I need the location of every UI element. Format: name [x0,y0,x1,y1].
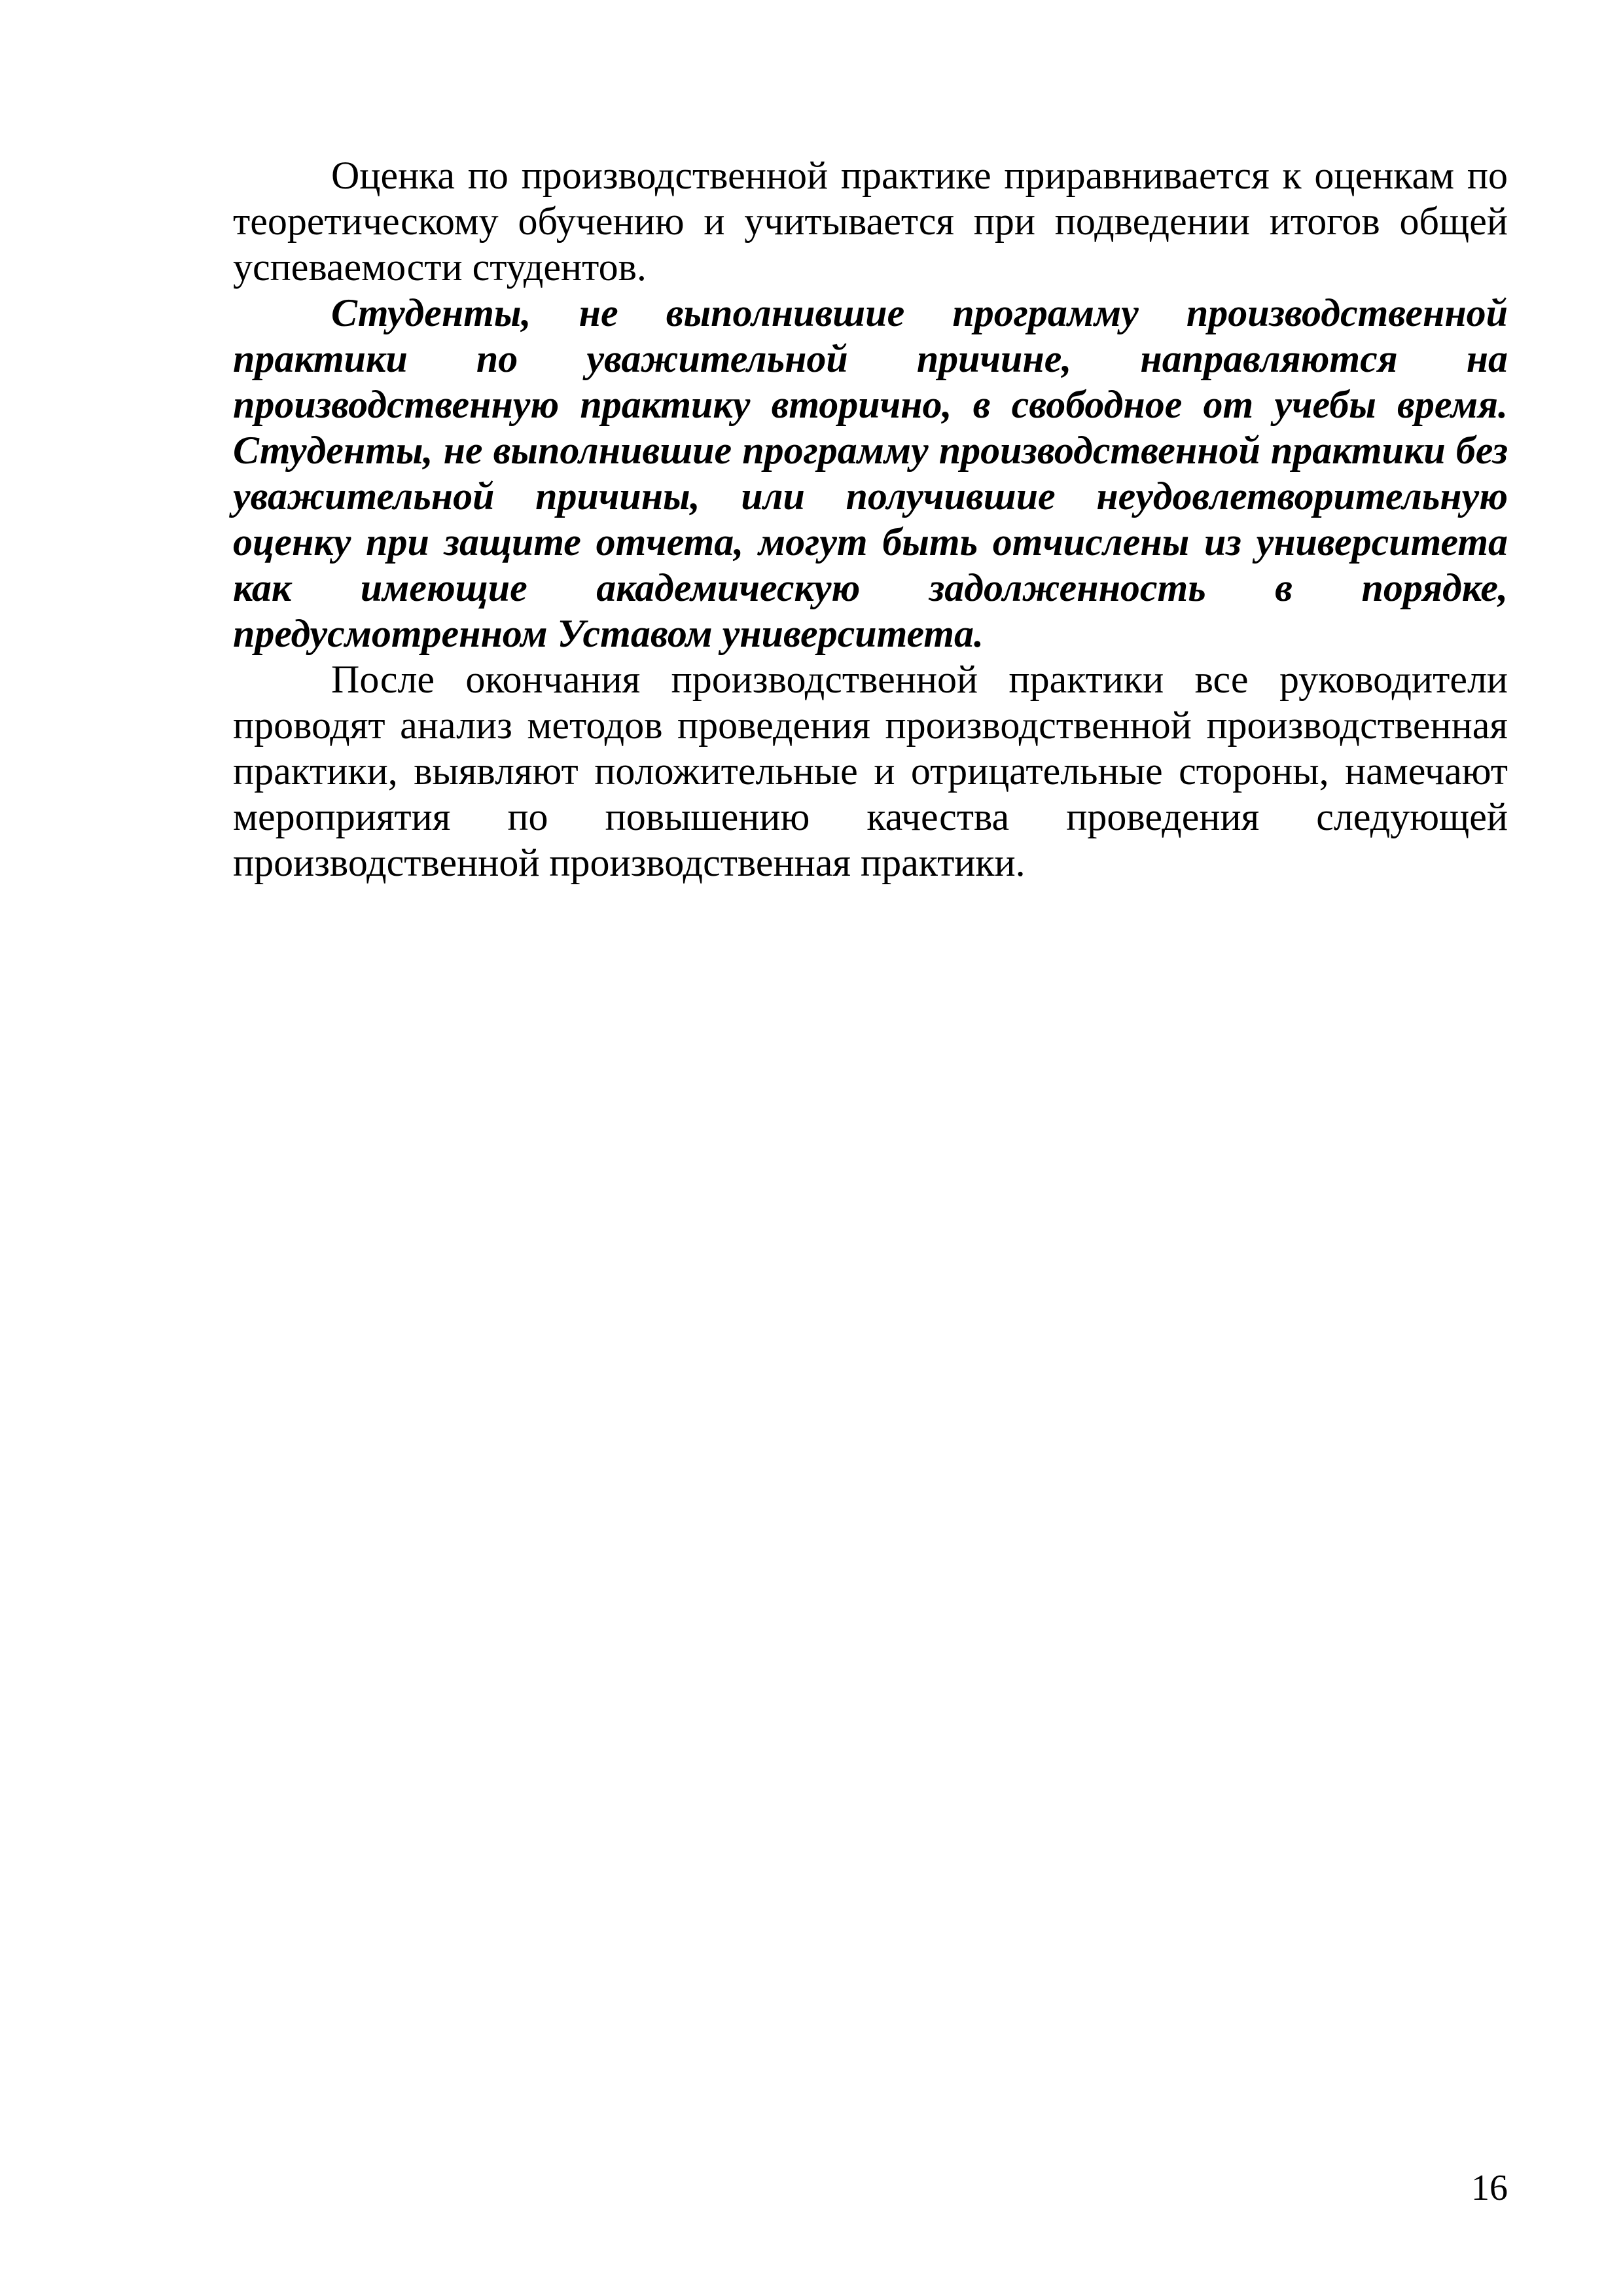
paragraph-assessment: Оценка по производственной практике приравнивается к оценкам по теоретическому обучению и учитывается при подведении итогов общей успеваемости студентов. [233,154,1508,289]
document-body [233,152,1508,886]
paragraph-failure-policy: Студенты, не выполнившие программу производственной практики по уважительной причине, направляются на производственную практику вторично, в свободное от учебы время. Студенты, не выполнившие программу производственной практики без уважительной причины, или получившие неудовлетворительную оценку при защите отчета, могут быть отчислены из университета как имеющие академическую задолженность в порядке, предусмотренном Уставом университета. [233,291,1508,655]
paragraph-analysis: После окончания производственной практики все руководители проводят анализ методов проведения производственной производственная практики, выявляют положительные и отрицательные стороны, намечают мероприятия по повышению качества проведения следующей производственной производственная практики. [233,658,1508,884]
page-number: 16 [1471,2168,1508,2208]
